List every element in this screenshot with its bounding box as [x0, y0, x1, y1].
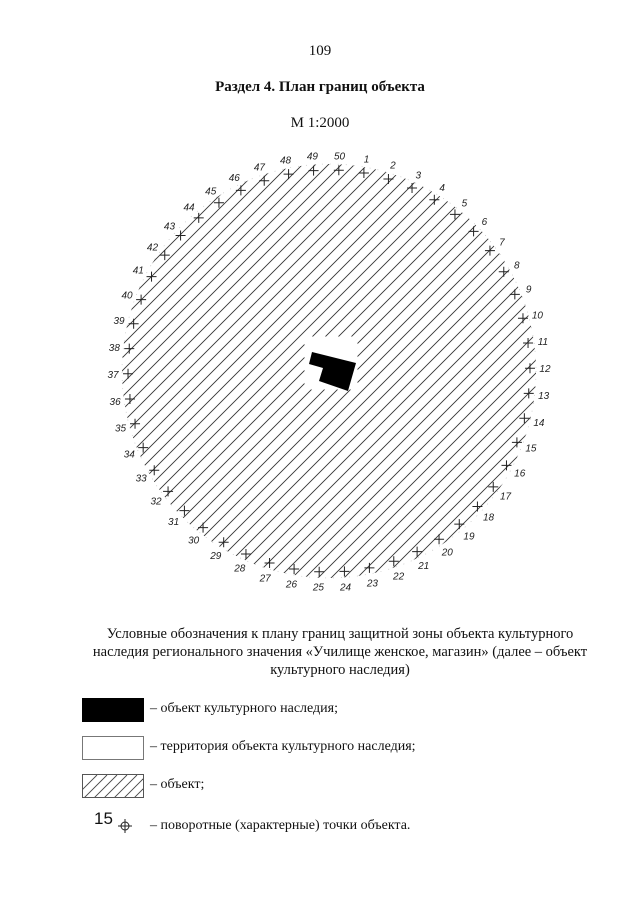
hatch-line: [520, 140, 580, 610]
turning-point-mark: [123, 369, 133, 379]
turning-point-mark: [241, 549, 251, 559]
turning-point-mark: [364, 563, 374, 573]
legend-text: – территория объекта культурного наследия;: [150, 739, 416, 754]
legend-point-number: 15: [94, 809, 113, 828]
turning-point-mark: [523, 338, 533, 348]
turning-point-label: 22: [393, 571, 405, 583]
turning-point-label: 29: [210, 550, 222, 562]
turning-point-label: 27: [259, 573, 271, 585]
turning-point-label: 43: [163, 221, 176, 233]
hatch-line: [80, 140, 483, 610]
hatch-line: [80, 140, 457, 610]
turning-point-mark: [198, 523, 208, 533]
hatch-line: [80, 140, 132, 610]
hatch-line: [80, 140, 236, 610]
turning-point-label: 41: [132, 265, 144, 277]
turning-point-label: 26: [285, 579, 298, 591]
turning-point-label: 44: [183, 202, 195, 214]
turning-point-mark: [284, 169, 294, 179]
turning-point-mark: [429, 195, 439, 205]
turning-point-label: 16: [514, 468, 526, 480]
hatch-line: [80, 140, 93, 610]
turning-point-mark: [334, 165, 344, 175]
turning-point-mark: [469, 226, 479, 236]
turning-point-label: 15: [525, 443, 537, 455]
hatch-line: [208, 140, 580, 610]
turning-point-label: 35: [114, 423, 127, 435]
hatch-line: [494, 140, 580, 610]
hatch-line: [80, 140, 223, 610]
turning-point-label: 45: [205, 186, 217, 198]
turning-point-label: 25: [312, 582, 325, 594]
turning-point-label: 19: [463, 531, 475, 543]
legend-point-sample: [94, 809, 144, 839]
turning-point-mark: [512, 437, 522, 447]
hatch-line: [80, 140, 106, 610]
hatch-line: [80, 140, 158, 610]
turning-point-label: 12: [539, 363, 551, 375]
turning-point-mark: [434, 534, 444, 544]
turning-point-label: 34: [123, 449, 135, 461]
hatch-line: [80, 140, 340, 610]
hatch-line: [182, 140, 580, 610]
hatch-line: [234, 140, 580, 610]
turning-point-label: 5: [461, 198, 468, 210]
section-title: Раздел 4. План границ объекта: [215, 79, 425, 95]
turning-point-mark: [194, 213, 204, 223]
hatch-line: [546, 140, 580, 610]
turning-point-mark: [472, 502, 482, 512]
legend-swatch-black: [82, 698, 144, 722]
hatch-line: [247, 140, 580, 610]
hatch-line: [390, 140, 580, 610]
turning-point-label: 50: [333, 151, 346, 163]
turning-point-mark: [454, 519, 464, 529]
turning-point-mark: [518, 313, 528, 323]
turning-point-label: 38: [108, 342, 120, 354]
turning-point-label: 7: [499, 237, 505, 249]
turning-point-label: 49: [306, 151, 318, 163]
hatch-line: [325, 140, 580, 610]
turning-point-label: 1: [363, 154, 370, 166]
turning-point-label: 24: [340, 582, 352, 594]
hatch-line: [80, 140, 184, 610]
turning-point-mark: [499, 267, 509, 277]
turning-point-label: 36: [109, 397, 121, 409]
turning-point-mark: [259, 176, 269, 186]
turning-point-label: 11: [537, 336, 549, 348]
turning-point-mark: [124, 344, 134, 354]
turning-point-mark: [525, 363, 535, 373]
turning-point-mark: [176, 230, 186, 240]
hatch-line: [559, 140, 580, 610]
turning-point-mark: [383, 174, 393, 184]
turning-point-label: 2: [390, 160, 396, 172]
turning-point-mark: [149, 465, 159, 475]
hatch-line: [507, 140, 580, 610]
turning-point-mark: [265, 558, 275, 568]
crosshair-icon: [118, 819, 132, 833]
turning-point-mark: [510, 289, 520, 299]
turning-point-label: 8: [514, 260, 520, 272]
turning-point-mark: [407, 183, 417, 193]
turning-point-mark: [236, 185, 246, 195]
turning-point-label: 20: [441, 547, 453, 559]
turning-point-mark: [314, 567, 324, 577]
turning-point-label: 13: [538, 391, 550, 403]
hatch-line: [221, 140, 580, 610]
turning-point-label: 40: [121, 290, 133, 302]
legend-swatch-hatch: [82, 774, 144, 798]
legend-text: – объект;: [150, 777, 205, 792]
hatch-line: [481, 140, 580, 610]
turning-point-label: 17: [499, 491, 512, 503]
turning-point-label: 48: [280, 155, 292, 167]
turning-point-label: 14: [533, 417, 545, 429]
turning-point-label: 47: [253, 162, 265, 174]
hatch-line: [468, 140, 580, 610]
turning-point-label: 39: [113, 316, 125, 328]
turning-point-mark: [309, 166, 319, 176]
legend-heading: Условные обозначения к плану границ защитной зоны объекта культурного наследия регионального значения «Училище женское, магазин» (далее – объект культурного наследия): [92, 626, 588, 678]
turning-point-label: 10: [531, 310, 544, 322]
turning-point-mark: [359, 168, 369, 178]
legend-swatch-empty: [82, 736, 144, 760]
turning-point-label: 3: [415, 170, 422, 182]
turning-point-mark: [412, 547, 422, 557]
turning-point-label: 33: [135, 473, 147, 485]
legend-text: – поворотные (характерные) точки объекта.: [150, 818, 411, 833]
hatch-line: [572, 140, 580, 610]
hatch-line: [80, 140, 496, 610]
turning-point-label: 46: [228, 172, 240, 184]
turning-point-label: 4: [439, 183, 445, 195]
turning-point-label: 9: [525, 284, 532, 296]
turning-point-label: 21: [418, 561, 430, 573]
turning-point-label: 30: [188, 535, 200, 547]
turning-point-label: 18: [482, 512, 495, 524]
boundary-plan: [80, 140, 580, 610]
turning-point-mark: [501, 460, 511, 470]
legend-text: – объект культурного наследия;: [150, 701, 338, 716]
turning-point-mark: [163, 486, 173, 496]
turning-point-mark: [160, 250, 170, 260]
hatch-line: [338, 140, 580, 610]
turning-point-label: 23: [366, 578, 378, 590]
turning-point-label: 31: [168, 517, 180, 529]
turning-point-label: 37: [107, 370, 119, 382]
turning-point-label: 6: [481, 216, 488, 228]
page-number: 109: [308, 43, 332, 59]
turning-point-mark: [129, 319, 139, 329]
turning-point-label: 28: [234, 563, 246, 575]
turning-point-mark: [125, 394, 135, 404]
turning-point-label: 42: [146, 242, 159, 254]
hatch-line: [80, 140, 470, 610]
hatch-line: [156, 140, 580, 610]
hatch-line: [80, 140, 197, 610]
turning-point-mark: [130, 419, 140, 429]
hatch-line: [533, 140, 580, 610]
hatch-line: [80, 140, 444, 610]
hatch-line: [377, 140, 580, 610]
scale-label: М 1:2000: [290, 115, 350, 131]
turning-point-label: 32: [150, 496, 162, 508]
